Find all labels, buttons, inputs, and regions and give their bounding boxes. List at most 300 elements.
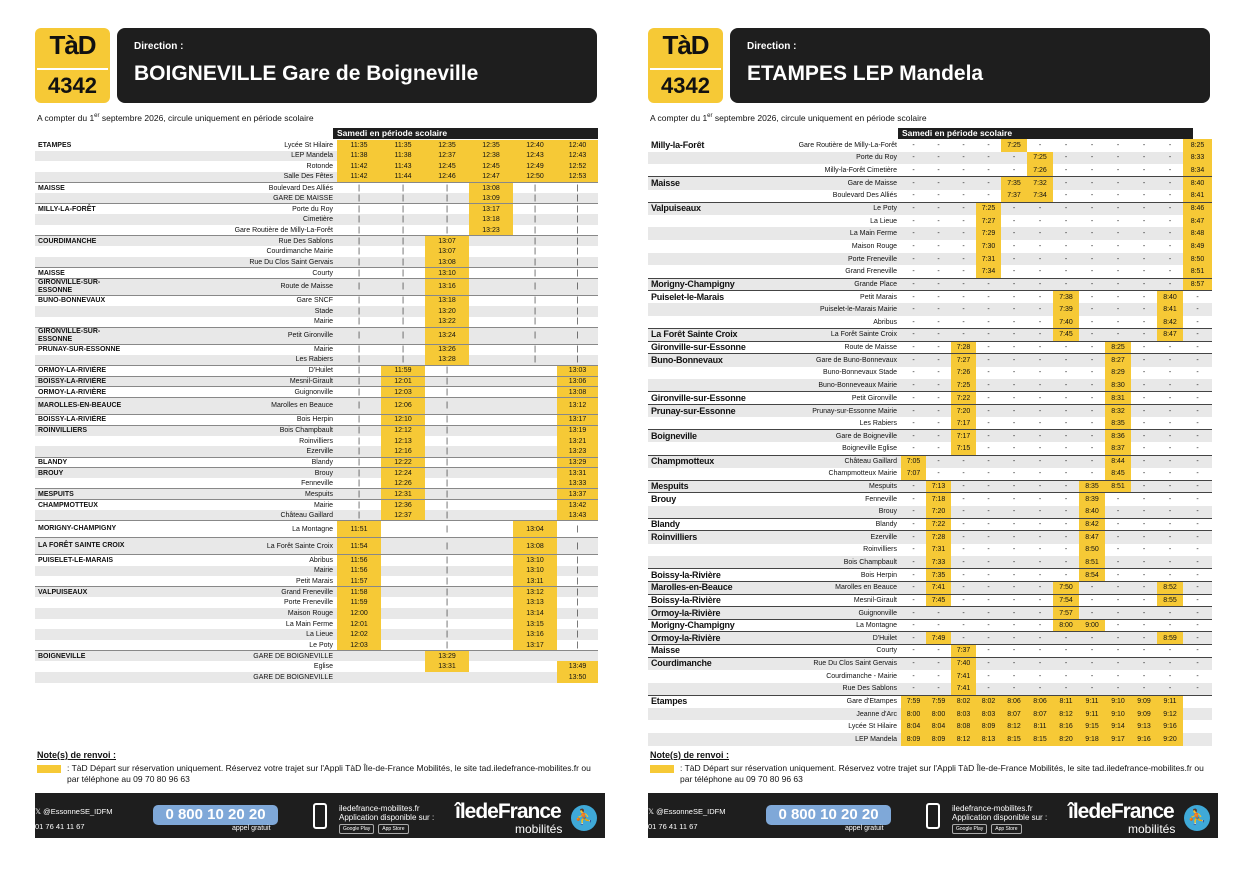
departure-time: 9:09 <box>1131 708 1157 721</box>
departure-time: - <box>1053 278 1079 291</box>
departure-time: | <box>557 257 598 268</box>
departure-time: - <box>1012 470 1016 478</box>
departure-time <box>513 457 557 468</box>
departure-time: - <box>1105 329 1131 342</box>
departure-time: - <box>1105 202 1131 215</box>
departure-time: - <box>1157 455 1183 468</box>
departure-time: 8:51 <box>1105 480 1131 493</box>
departure-time: | <box>513 214 557 225</box>
notes-heading: Note(s) de renvoi : <box>37 750 117 760</box>
commune-name <box>648 215 763 228</box>
departure-time <box>513 672 557 683</box>
departure-time: 9:00 <box>1079 619 1105 632</box>
departure-time: - <box>1027 607 1053 620</box>
departure-time: 8:02 <box>951 695 976 708</box>
departure-time: - <box>1142 217 1146 225</box>
commune-name <box>648 468 763 481</box>
commune-name: Roinvilliers <box>648 531 763 544</box>
stop-name: Mesnil-Girault <box>130 376 337 387</box>
commune-name: ROINVILLIERS <box>35 425 130 436</box>
departure-time: 7:25 <box>951 379 976 392</box>
departure-time: 12:13 <box>381 436 425 447</box>
stop-name: Mespuits <box>130 489 337 500</box>
line-number: 4342 <box>650 68 721 101</box>
departure-time: 7:45 <box>1053 329 1079 342</box>
departure-time: 12:45 <box>425 161 469 172</box>
departure-time <box>513 366 557 377</box>
departure-time: - <box>1105 581 1131 594</box>
stop-name: Blandy <box>763 518 901 531</box>
tad-logo-text: TàD <box>49 30 96 60</box>
departure-time: 12:38 <box>469 151 513 162</box>
departure-time: 13:16 <box>425 278 469 295</box>
departure-time: 8:25 <box>1183 139 1212 152</box>
departure-time: - <box>912 369 915 377</box>
stop-name: Eglise <box>313 663 333 671</box>
departure-time: - <box>962 267 965 275</box>
tad-logo <box>648 28 723 103</box>
departure-time: | <box>557 629 598 640</box>
departure-time: - <box>1168 166 1172 174</box>
departure-time: 9:15 <box>1079 720 1105 733</box>
stop-name: Fenneville <box>301 479 333 487</box>
departure-time: 7:41 <box>951 670 976 683</box>
departure-time <box>381 587 425 598</box>
departure-time: - <box>901 303 926 316</box>
departure-time: 13:07 <box>425 236 469 247</box>
commune-name: BROUY <box>35 468 130 479</box>
departure-time: | <box>337 295 381 306</box>
commune-name <box>35 478 130 489</box>
departure-time: 9:16 <box>1131 733 1157 746</box>
departure-time: - <box>1001 645 1027 658</box>
departure-time: - <box>1027 404 1053 417</box>
departure-time: - <box>1079 430 1105 443</box>
departure-time: - <box>1027 657 1053 670</box>
footer <box>35 793 605 838</box>
table-row <box>35 306 598 317</box>
departure-time: - <box>926 278 951 291</box>
departure-time: 8:08 <box>951 720 976 733</box>
departure-time: - <box>1079 291 1105 304</box>
departure-time: | <box>576 599 579 607</box>
timetable-right <box>648 139 1212 746</box>
departure-time: 8:44 <box>1105 455 1131 468</box>
departure-time: - <box>1183 329 1212 342</box>
departure-time: | <box>513 204 557 215</box>
table-row <box>35 317 598 328</box>
stop-name: Courdimanche - Mairie <box>826 672 897 680</box>
departure-time <box>513 376 557 387</box>
departure-time: - <box>1001 253 1027 266</box>
departure-time: 13:10 <box>513 555 557 566</box>
table-row <box>648 152 1212 165</box>
departure-time: - <box>901 253 926 266</box>
departure-time: - <box>1142 141 1146 149</box>
departure-time: | <box>402 226 404 234</box>
departure-time: - <box>976 291 1001 304</box>
commune-name <box>648 227 763 240</box>
departure-time: | <box>425 521 469 538</box>
departure-time <box>337 672 381 683</box>
table-row <box>35 446 598 457</box>
departure-time: | <box>513 355 557 366</box>
departure-time: 12:49 <box>513 161 557 172</box>
departure-time: 13:14 <box>513 608 557 619</box>
departure-time: - <box>976 581 1001 594</box>
departure-time: - <box>1053 430 1079 443</box>
departure-time: - <box>901 594 926 607</box>
stop-name: Petit Marais <box>763 291 901 304</box>
departure-time: - <box>1079 594 1105 607</box>
commune-name: Morigny-Champigny <box>648 278 763 291</box>
departure-time: | <box>381 278 425 295</box>
departure-time: - <box>1105 253 1131 266</box>
commune-name <box>35 661 130 672</box>
departure-time: 7:17 <box>951 417 976 430</box>
departure-time <box>469 446 513 457</box>
commune-name <box>648 379 763 392</box>
departure-time: - <box>1012 672 1016 680</box>
departure-time: - <box>951 581 976 594</box>
departure-time: - <box>1105 569 1131 582</box>
commune-name <box>35 317 130 328</box>
stop-name: Rue Du Clos Saint Gervais <box>763 657 901 670</box>
notes <box>650 750 1210 785</box>
departure-time: | <box>337 376 381 387</box>
stop-name: Boigneville Eglise <box>842 444 897 452</box>
departure-time: 11:44 <box>381 172 425 183</box>
departure-time: | <box>425 183 469 194</box>
departure-time: - <box>901 278 926 291</box>
departure-time: - <box>926 291 951 304</box>
departure-time: 8:41 <box>1183 190 1212 203</box>
departure-time: | <box>337 236 381 247</box>
departure-time <box>381 608 425 619</box>
stop-name: Bois Herpin <box>763 569 901 582</box>
stop-name: Abribus <box>873 318 897 326</box>
departure-time: - <box>1053 683 1079 696</box>
departure-time: 8:20 <box>1053 733 1079 746</box>
departure-time: 12:40 <box>557 140 598 151</box>
commune-name: CHAMPMOTTEUX <box>35 500 130 511</box>
app-store-badge[interactable]: App Store <box>378 824 408 834</box>
departure-time: 12:03 <box>381 387 425 398</box>
table-row <box>35 193 598 204</box>
departure-time: | <box>425 538 469 555</box>
departure-time: - <box>1027 506 1053 519</box>
departure-time: 12:37 <box>381 510 425 521</box>
departure-time: 13:43 <box>557 510 598 521</box>
departure-time: - <box>901 379 926 392</box>
departure-time: | <box>425 414 469 425</box>
departure-time: - <box>1157 278 1183 291</box>
departure-time: | <box>557 204 598 215</box>
stop-name: La Lieue <box>870 217 897 225</box>
departure-time: - <box>951 619 976 632</box>
departure-time: - <box>1038 369 1042 377</box>
commune-name <box>35 214 130 225</box>
departure-time: - <box>976 645 1001 658</box>
departure-time: - <box>1038 141 1042 149</box>
table-row <box>648 227 1212 240</box>
departure-time: 8:45 <box>1105 468 1131 481</box>
departure-time: 12:50 <box>513 172 557 183</box>
departure-time: 11:57 <box>337 576 381 587</box>
departure-time: - <box>1027 556 1053 569</box>
departure-time: - <box>1038 470 1042 478</box>
google-play-badge[interactable]: Google Play <box>339 824 374 834</box>
departure-time: - <box>1183 607 1212 620</box>
stop-name: Porte du Roy <box>130 204 337 215</box>
departure-time: 12:24 <box>381 468 425 479</box>
departure-time: - <box>1012 242 1016 250</box>
departure-time <box>1183 708 1212 721</box>
stop-name: Maison Rouge <box>130 608 337 619</box>
departure-time <box>381 619 425 630</box>
departure-time: | <box>337 468 381 479</box>
departure-time: - <box>1012 267 1016 275</box>
stop-name: Champmotteux Mairie <box>828 470 897 478</box>
departure-time: - <box>951 227 976 240</box>
commune-name: MAROLLES-EN-BEAUCE <box>35 397 130 414</box>
departure-time: - <box>1168 217 1172 225</box>
departure-time <box>513 510 557 521</box>
departure-time: - <box>1027 291 1053 304</box>
departure-time: | <box>425 446 469 457</box>
commune-name <box>648 708 763 721</box>
departure-time: | <box>381 295 425 306</box>
table-row <box>35 619 598 630</box>
departure-time: - <box>1142 470 1146 478</box>
departure-time: - <box>1079 253 1105 266</box>
departure-time: - <box>1064 369 1068 377</box>
departure-time: | <box>425 397 469 414</box>
departure-time: - <box>1001 619 1027 632</box>
departure-time: - <box>1157 392 1183 405</box>
departure-time: 11:38 <box>381 151 425 162</box>
departure-time: 13:06 <box>557 376 598 387</box>
departure-time: | <box>425 629 469 640</box>
stop-name: Rue Des Sablons <box>763 683 901 696</box>
stop-name: Ezerville <box>763 531 901 544</box>
table-row <box>648 670 1212 683</box>
departure-time: - <box>1183 594 1212 607</box>
commune-name: MESPUITS <box>35 489 130 500</box>
stop-name: Salle Des Fêtes <box>130 172 337 183</box>
table-row <box>35 640 598 651</box>
departure-time: - <box>1079 581 1105 594</box>
departure-time: - <box>962 470 965 478</box>
departure-time: | <box>381 268 425 279</box>
departure-time: - <box>1131 581 1157 594</box>
departure-time: - <box>1064 242 1068 250</box>
departure-time: - <box>912 141 915 149</box>
departure-time: - <box>1064 217 1068 225</box>
departure-time <box>381 651 425 662</box>
departure-time: - <box>951 632 976 645</box>
departure-time: - <box>1183 531 1212 544</box>
departure-time: - <box>901 619 926 632</box>
departure-time: | <box>576 577 579 585</box>
social-handle[interactable] <box>648 807 725 816</box>
notes-text: : TàD Départ sur réservation uniquement. Réservez votre trajet sur l'Appli TàD Île-de-France Mobilités, le site tad.iledefrance-mobilites.fr ou par téléphone au 09 70 80 96 63 <box>67 763 591 784</box>
departure-time: 7:40 <box>1053 316 1079 329</box>
departure-time: - <box>1105 177 1131 190</box>
departure-time: - <box>1168 267 1172 275</box>
departure-time: | <box>557 587 598 598</box>
departure-time: | <box>557 566 598 577</box>
departure-time: - <box>1090 242 1094 250</box>
departure-time: - <box>1053 253 1079 266</box>
commune-name: MORIGNY-CHAMPIGNY <box>35 521 130 538</box>
departure-time: - <box>1038 217 1042 225</box>
departure-time: - <box>1053 152 1079 165</box>
departure-time: - <box>1090 318 1094 326</box>
table-row <box>648 544 1212 557</box>
departure-time: - <box>1090 267 1094 275</box>
departure-time: - <box>1090 419 1094 427</box>
stop-name: Bois Champbault <box>130 425 337 436</box>
departure-time: 13:29 <box>425 651 469 662</box>
departure-time: 11:56 <box>337 566 381 577</box>
departure-time: 11:58 <box>337 587 381 598</box>
departure-time: - <box>1001 657 1027 670</box>
departure-time: - <box>1079 152 1105 165</box>
departure-time: - <box>1131 291 1157 304</box>
departure-time: - <box>1131 202 1157 215</box>
departure-time: | <box>337 457 381 468</box>
departure-time: - <box>1001 455 1027 468</box>
departure-time: 8:07 <box>1027 708 1053 721</box>
stop-name: Gare Routière de Milly-La-Forêt <box>798 141 897 149</box>
departure-time: - <box>987 444 990 452</box>
commune-name <box>35 672 130 683</box>
departure-time: - <box>987 672 990 680</box>
departure-time: 8:00 <box>901 708 926 721</box>
departure-time <box>469 566 513 577</box>
departure-time: 8:57 <box>1183 278 1212 291</box>
google-play-badge[interactable]: Google Play <box>952 824 987 834</box>
stop-name: Fenneville <box>763 493 901 506</box>
departure-time: - <box>1131 480 1157 493</box>
table-row <box>648 556 1212 569</box>
site-link[interactable]: iledefrance-mobilites.fr <box>339 804 420 813</box>
departure-time: | <box>337 489 381 500</box>
table-row <box>648 177 1212 190</box>
departure-time: | <box>425 366 469 377</box>
departure-time: - <box>1105 493 1131 506</box>
departure-time: 12:26 <box>381 478 425 489</box>
departure-time: - <box>937 444 940 452</box>
departure-time: - <box>901 493 926 506</box>
departure-time: 12:02 <box>337 629 381 640</box>
direction-banner <box>117 28 597 103</box>
commune-name <box>35 306 130 317</box>
departure-time: 8:40 <box>1157 291 1183 304</box>
commune-name: Gironville-sur-Essonne <box>648 392 763 405</box>
stop-name: Courty <box>763 645 901 658</box>
table-row <box>648 291 1212 304</box>
stop-name: Gare de Maisse <box>763 177 901 190</box>
departure-time: - <box>1116 546 1120 554</box>
departure-time: - <box>1157 404 1183 417</box>
departure-time: - <box>1053 531 1079 544</box>
departure-time: - <box>1090 672 1094 680</box>
departure-time: 13:08 <box>557 387 598 398</box>
departure-time: | <box>337 387 381 398</box>
departure-time: - <box>1183 657 1212 670</box>
table-row <box>35 246 598 257</box>
phone-number[interactable]: 0 800 10 20 20 <box>766 805 891 825</box>
table-row <box>35 576 598 587</box>
departure-time: 12:40 <box>513 140 557 151</box>
commune-name: Marolles-en-Beauce <box>648 581 763 594</box>
table-row <box>648 329 1212 342</box>
phone-number[interactable]: 0 800 10 20 20 <box>153 805 278 825</box>
departure-time: - <box>1038 242 1042 250</box>
app-store-badge[interactable]: App Store <box>991 824 1021 834</box>
departure-time: 13:18 <box>425 295 469 306</box>
departure-time: 8:04 <box>901 720 926 733</box>
departure-time: - <box>937 217 940 225</box>
table-row <box>648 164 1212 177</box>
commune-name: LA FORÊT SAINTE CROIX <box>35 538 130 555</box>
table-row <box>35 555 598 566</box>
departure-time: - <box>937 672 940 680</box>
departure-time <box>469 366 513 377</box>
departure-time: - <box>1001 379 1027 392</box>
stop-name: Route de Maisse <box>130 278 337 295</box>
departure-time: - <box>1053 556 1079 569</box>
commune-name <box>648 316 763 329</box>
departure-time <box>469 587 513 598</box>
site-link[interactable]: iledefrance-mobilites.fr <box>952 804 1033 813</box>
stop-name: Marolles en Beauce <box>130 397 337 414</box>
departure-time <box>469 246 513 257</box>
departure-time: - <box>901 227 926 240</box>
departure-time: 7:34 <box>976 265 1001 278</box>
departure-time: - <box>1064 166 1068 174</box>
departure-time: 13:04 <box>513 521 557 538</box>
departure-time: - <box>1183 404 1212 417</box>
departure-time <box>469 489 513 500</box>
departure-time: 8:54 <box>1079 569 1105 582</box>
table-row <box>35 457 598 468</box>
commune-name <box>648 683 763 696</box>
departure-time: - <box>962 192 965 200</box>
departure-time: - <box>1183 569 1212 582</box>
stop-name: Puiselet-le-Marais Mairie <box>763 303 901 316</box>
stop-name: Cimetière <box>130 214 337 225</box>
departure-time: - <box>1196 470 1199 478</box>
social-handle[interactable] <box>35 807 112 816</box>
departure-time <box>513 489 557 500</box>
table-row <box>648 367 1212 380</box>
table-row <box>35 597 598 608</box>
departure-time: - <box>937 470 940 478</box>
departure-time <box>381 576 425 587</box>
departure-time: - <box>1196 318 1199 326</box>
departure-time: | <box>446 599 448 607</box>
departure-time: 7:30 <box>976 240 1001 253</box>
departure-time: - <box>1053 379 1079 392</box>
departure-time: | <box>557 268 598 279</box>
departure-time: - <box>1079 202 1105 215</box>
departure-time: - <box>1131 594 1157 607</box>
stop-name: GARE DE MAISSE <box>130 193 337 204</box>
departure-time: - <box>1131 227 1157 240</box>
